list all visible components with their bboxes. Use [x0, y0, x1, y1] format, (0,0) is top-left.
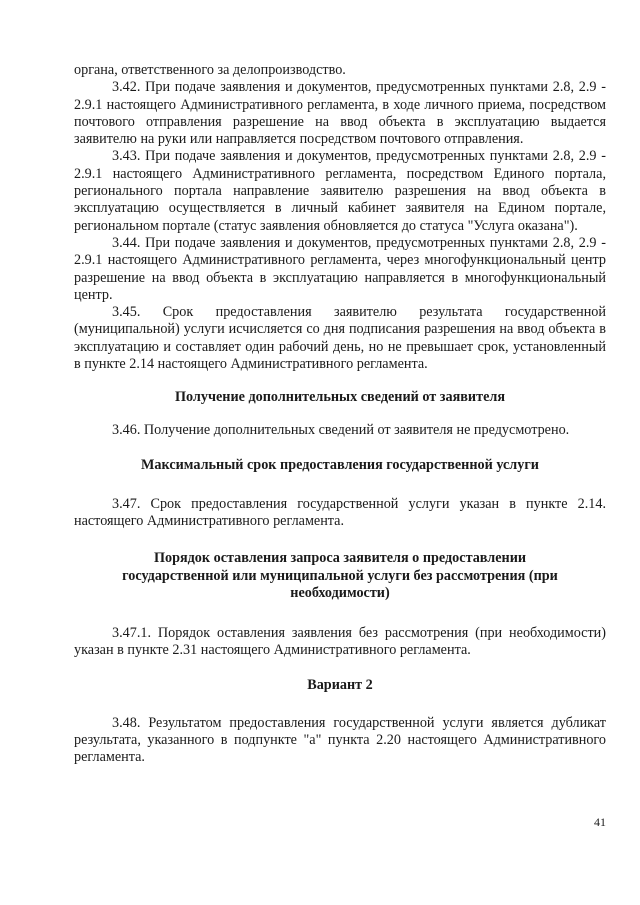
document-page — [74, 62, 606, 767]
paragraph-continuation: органа, ответственного за делопроизводство. — [74, 62, 346, 78]
paragraph-3-44: 3.44. При подаче заявления и документов, предусмотренных пунктами 2.8, 2.9 - 2.9.1 настоящего Административного регламента, через многофункциональный центр разрешение на ввод объекта в эксплуатацию направляется в многофункциональный центр. — [74, 234, 606, 303]
paragraph-3-48: 3.48. Результатом предоставления государственной услуги является дубликат результата, указанного в подпункте "а" пункта 2.20 настоящего Административного регламента. — [74, 714, 606, 766]
section-heading-leave-without-review: Порядок оставления запроса заявителя о предоставлении государственной или муниципальной услуги без рассмотрения (при необходимости) — [122, 550, 558, 602]
section-heading-additional-info: Получение дополнительных сведений от заявителя — [174, 389, 505, 406]
paragraph-3-47-1: 3.47.1. Порядок оставления заявления без рассмотрения (при необходимости) указан в пункте 2.31 настоящего Административного регламента. — [74, 624, 606, 659]
section-heading-max-term: Максимальный срок предоставления государственной услуги — [141, 457, 539, 474]
section-heading-variant-2: Вариант 2 — [307, 677, 373, 694]
paragraph-3-47: 3.47. Срок предоставления государственной услуги указан в пункте 2.14. настоящего Административного регламента. — [74, 495, 606, 529]
paragraph-3-42: 3.42. При подаче заявления и документов, предусмотренных пунктами 2.8, 2.9 - 2.9.1 настоящего Административного регламента, в ходе личного приема, посредством почтового отправления разрешение на ввод объекта в эксплуатацию выдается заявителю на руки или направляется посредством почтового отправления. — [74, 79, 606, 148]
page-number: 41 — [594, 815, 606, 829]
paragraph-3-43: 3.43. При подаче заявления и документов, предусмотренных пунктами 2.8, 2.9 - 2.9.1 настоящего Административного регламента, посредством Единого портала, регионального портала направление заявителю разрешения на ввод объекта в эксплуатацию осуществляется в личный кабинет заявителя на Едином портале, региональном портале (статус заявления обновляется до статуса "Услуга оказана"). — [74, 148, 606, 234]
paragraph-3-46: 3.46. Получение дополнительных сведений от заявителя не предусмотрено. — [112, 421, 570, 438]
paragraph-3-45: 3.45. Срок предоставления заявителю результата государственной (муниципальной) услуги исчисляется со дня подписания разрешения на ввод объекта в эксплуатацию и составляет один рабочий день, но не превышает срок, установленный в пункте 2.14 настоящего Административного регламента. — [74, 304, 606, 373]
